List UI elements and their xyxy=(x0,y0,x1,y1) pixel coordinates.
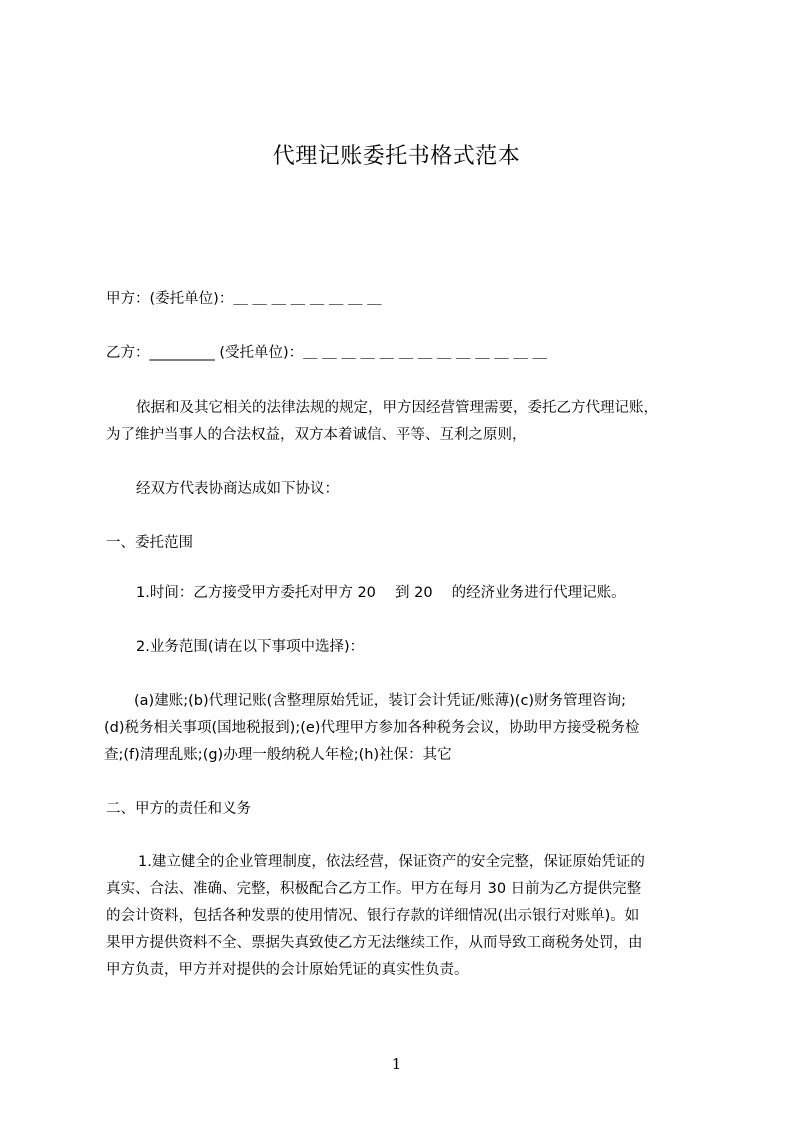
scope-line-2: (d)税务相关事项(国地税报到);(e)代理甲方参加各种税务会议，协助甲方接受税务检 xyxy=(104,720,640,736)
duty-line-1: 1.建立健全的企业管理制度，依法经营，保证资产的安全完整，保证原始凭证的 xyxy=(138,854,645,870)
party-a-line: 甲方：(委托单位)：＿ ＿ ＿ ＿ ＿ ＿ ＿ ＿ xyxy=(106,291,382,307)
agreement-line: 经双方代表协商达成如下协议： xyxy=(136,481,339,497)
scope-line-1: (a)建账;(b)代理记账(含整理原始凭证，装订会计凭证/账薄)(c)财务管理咨询; xyxy=(134,693,626,709)
item-2-scope: 2.业务范围(请在以下事项中选择)： xyxy=(136,639,365,655)
party-b-line: 乙方：_________ (受托单位)：＿ ＿ ＿ ＿ ＿ ＿ ＿ ＿ ＿ ＿ ＿ ＿ ＿ xyxy=(106,345,547,361)
duty-line-3: 的会计资料，包括各种发票的使用情况、银行存款的详细情况(出示银行对账单)。如 xyxy=(106,908,640,924)
scope-line-3: 查;(f)清理乱账;(g)办理一般纳税人年检;(h)社保：其它 xyxy=(104,747,452,763)
section-1-heading: 一、委托范围 xyxy=(106,535,193,551)
item-1-time: 1.时间：乙方接受甲方委托对甲方 20 到 20 的经济业务进行代理记账。 xyxy=(136,585,626,601)
document-title: 代理记账委托书格式范本 xyxy=(272,144,521,169)
intro-line-2: 为了维护当事人的合法权益，双方本着诚信、平等、互利之原则， xyxy=(106,427,527,443)
duty-line-5: 甲方负责，甲方并对提供的会计原始凭证的真实性负责。 xyxy=(106,962,469,978)
duty-line-2: 真实、合法、准确、完整，积极配合乙方工作。甲方在每月 30 日前为乙方提供完整 xyxy=(106,881,642,897)
page-number: 1 xyxy=(391,1055,402,1073)
intro-line-1: 依据和及其它相关的法律法规的规定，甲方因经营管理需要，委托乙方代理记账， xyxy=(136,400,658,416)
section-2-heading: 二、甲方的责任和义务 xyxy=(106,801,251,817)
duty-line-4: 果甲方提供资料不全、票据失真致使乙方无法继续工作，从而导致工商税务处罚，由 xyxy=(106,935,643,951)
